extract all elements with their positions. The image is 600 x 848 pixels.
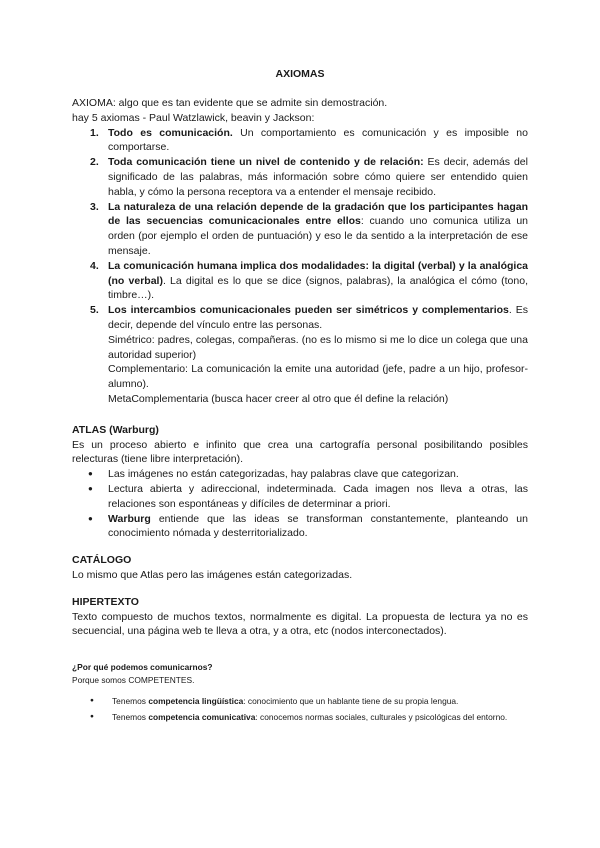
comunicar-question bbox=[72, 661, 528, 674]
atlas-item bbox=[108, 482, 528, 512]
competencia-item bbox=[112, 695, 528, 708]
axiom-text: . Es decir, depende del vínculo entre las personas. bbox=[108, 304, 528, 331]
competencia-item bbox=[112, 711, 528, 724]
competencia-text: : conocemos normas sociales, culturales y psicológicas del entorno. bbox=[255, 711, 508, 722]
competencia-pre: Tenemos bbox=[112, 711, 149, 722]
atlas-item bbox=[108, 512, 528, 542]
axiom-definition: AXIOMA: algo que es tan evidente que se admite sin demostración. bbox=[72, 97, 388, 109]
atlas-item-text: entiende que las ideas se transforman constantemente, planteando un conocimiento nómada y desterritorializado. bbox=[108, 512, 528, 540]
hipertexto-description: Texto compuesto de muchos textos, normalmente es digital. La propuesta de lectura ya no es secuencial, una página web te lleva a otra, y a otra, etc (nodos interconectados). bbox=[72, 610, 528, 638]
atlas-item bbox=[108, 467, 528, 482]
axiom-detail: MetaComplementaria (busca hacer creer al otro que él define la relación) bbox=[108, 392, 449, 405]
axiom-item bbox=[108, 259, 528, 303]
axiom-detail: Complementario: La comunicación la emite una autoridad (jefe, padre a un hijo, profesor-alumno). bbox=[108, 363, 528, 391]
competencia-text: : conocimiento que un hablante tiene de su propia lengua. bbox=[243, 696, 459, 707]
axiom-item bbox=[108, 155, 528, 199]
hipertexto-heading: HIPERTEXTO bbox=[72, 595, 139, 608]
axiom-bold: La naturaleza de una relación depende de la gradación que los participantes hagan de las secuencias comunicacionales entre ellos bbox=[108, 200, 528, 228]
document-page bbox=[72, 68, 528, 726]
comunicar-section bbox=[72, 661, 528, 723]
comunicar-question-text: ¿Por qué podemos comunicarnos? bbox=[72, 662, 213, 673]
competencia-bold: competencia lingüística bbox=[148, 696, 244, 707]
atlas-item-text: Las imágenes no están categorizadas, hay palabras clave que categorizan. bbox=[108, 468, 459, 481]
atlas-list bbox=[72, 467, 528, 541]
page-title: AXIOMAS bbox=[275, 68, 325, 80]
axiom-text: Es decir, además del significado de las palabras, más información sobre cómo quiere ser entendido quien habla, y cómo la persona receptora va a entender el mensaje recibido. bbox=[108, 156, 528, 198]
catalogo-heading: CATÁLOGO bbox=[72, 554, 132, 567]
axiom-bold: Los intercambios comunicacionales pueden ser simétricos y complementarios bbox=[108, 304, 509, 317]
competencias-list bbox=[72, 695, 528, 723]
atlas-heading: ATLAS (Warburg) bbox=[72, 423, 159, 436]
axiom-text: : cuando uno comunica utiliza un orden (por ejemplo el orden de puntuación) y eso le da sentido a la interpretación de ese mensaje. bbox=[108, 215, 529, 257]
axiom-item bbox=[108, 200, 528, 259]
axiom-bold: Todo es comunicación. bbox=[108, 126, 233, 139]
axiom-bold: La comunicación humana implica dos modalidades: la digital (verbal) y la analógica (no verbal) bbox=[108, 259, 528, 287]
competencia-pre: Tenemos bbox=[112, 696, 149, 707]
axiom-item bbox=[108, 126, 528, 156]
comunicar-answer: Porque somos COMPETENTES. bbox=[72, 674, 195, 685]
atlas-item-bold: Warburg bbox=[108, 512, 151, 525]
atlas-description: Es un proceso abierto e infinito que crea una cartografía personal posibilitando posibles relecturas (tiene libre interpretación). bbox=[72, 438, 528, 466]
competencia-bold: competencia comunicativa bbox=[148, 711, 256, 722]
axiom-bold: Toda comunicación tiene un nivel de contenido y de relación: bbox=[108, 156, 424, 169]
axiom-text: Un comportamiento es comunicación y es imposible no comportarse. bbox=[108, 126, 528, 154]
axioms-count: hay 5 axiomas - Paul Watzlawick, beavin y Jackson: bbox=[72, 111, 315, 124]
axiom-detail: Simétrico: padres, colegas, compañeras. (no es lo mismo si me lo dice un colega que una autoridad superior) bbox=[108, 333, 528, 361]
axiom-text: . La digital es lo que se dice (signos, palabras), la analógica el cómo (tono, timbre…). bbox=[108, 274, 528, 302]
axiom-item bbox=[108, 303, 528, 407]
catalogo-description: Lo mismo que Atlas pero las imágenes están categorizadas. bbox=[72, 568, 353, 581]
atlas-item-text: Lectura abierta y adireccional, indeterminada. Cada imagen nos lleva a otras, las relaciones son espontáneas y difíciles de determinar a priori. bbox=[108, 482, 528, 510]
axioms-list bbox=[72, 126, 528, 407]
